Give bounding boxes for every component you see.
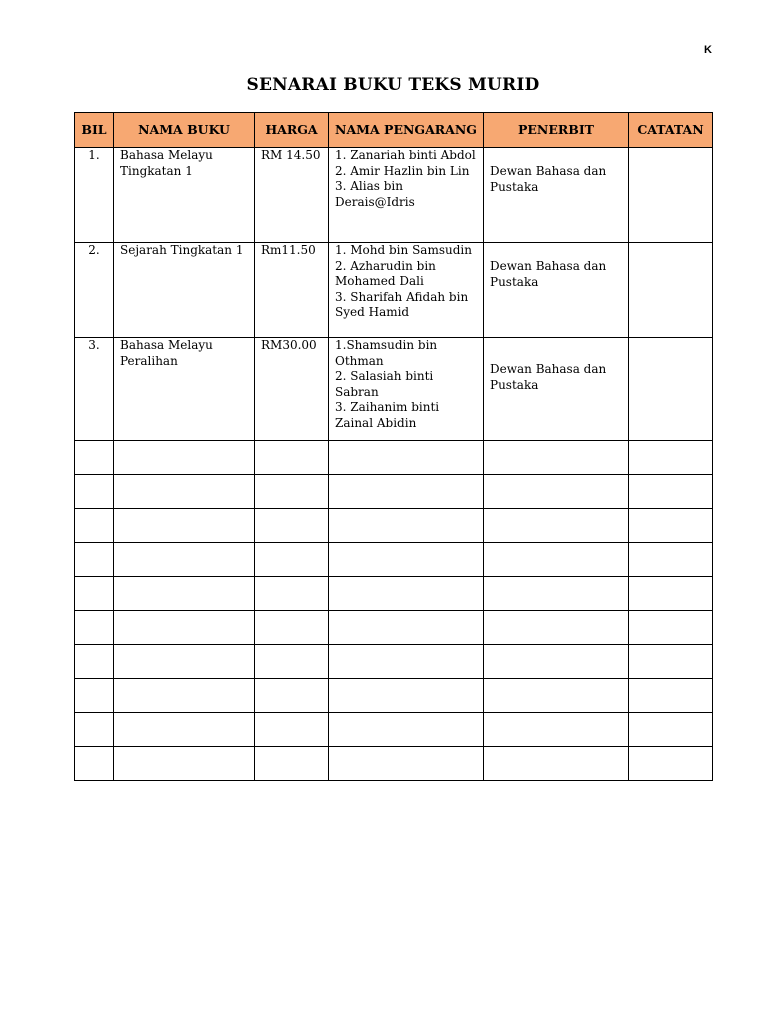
penerbit-cell: Dewan Bahasa dan Pustaka [484, 148, 629, 243]
catatan-cell [629, 338, 713, 441]
header-nama-buku: NAMA BUKU [114, 113, 255, 148]
empty-pengarang-cell [329, 645, 484, 679]
textbook-table [74, 112, 713, 781]
empty-table-row [75, 611, 713, 645]
author-line: 3. Zaihanim binti Zainal Abidin [335, 400, 440, 430]
empty-harga-cell [255, 441, 329, 475]
empty-nama-buku-cell [114, 543, 255, 577]
empty-nama-buku-cell [114, 611, 255, 645]
empty-penerbit-cell [484, 577, 629, 611]
empty-penerbit-cell [484, 441, 629, 475]
empty-bil-cell [75, 747, 114, 781]
author-line: 3. Alias bin Derais@Idris [335, 179, 415, 209]
catatan-cell [629, 148, 713, 243]
document-title: SENARAI BUKU TEKS MURID [246, 75, 540, 95]
empty-nama-buku-cell [114, 475, 255, 509]
empty-catatan-cell [629, 713, 713, 747]
empty-table-row [75, 679, 713, 713]
empty-pengarang-cell [329, 747, 484, 781]
penerbit-cell: Dewan Bahasa dan Pustaka [484, 243, 629, 338]
empty-bil-cell [75, 509, 114, 543]
empty-catatan-cell [629, 577, 713, 611]
empty-pengarang-cell [329, 679, 484, 713]
empty-catatan-cell [629, 475, 713, 509]
empty-bil-cell [75, 611, 114, 645]
empty-penerbit-cell [484, 679, 629, 713]
empty-table-row [75, 441, 713, 475]
empty-table-row [75, 747, 713, 781]
empty-penerbit-cell [484, 543, 629, 577]
empty-penerbit-cell [484, 509, 629, 543]
empty-bil-cell [75, 441, 114, 475]
empty-rows-group [75, 441, 713, 781]
empty-harga-cell [255, 577, 329, 611]
empty-catatan-cell [629, 645, 713, 679]
empty-nama-buku-cell [114, 441, 255, 475]
bil-cell: 2. [75, 243, 114, 338]
bil-cell: 3. [75, 338, 114, 441]
empty-pengarang-cell [329, 713, 484, 747]
empty-penerbit-cell [484, 475, 629, 509]
empty-penerbit-cell [484, 713, 629, 747]
empty-table-row [75, 577, 713, 611]
empty-bil-cell [75, 543, 114, 577]
harga-cell: RM 14.50 [255, 148, 329, 243]
header-catatan: CATATAN [629, 113, 713, 148]
empty-bil-cell [75, 577, 114, 611]
table-row [75, 148, 713, 243]
table-row [75, 243, 713, 338]
empty-pengarang-cell [329, 509, 484, 543]
harga-cell: Rm11.50 [255, 243, 329, 338]
empty-penerbit-cell [484, 747, 629, 781]
empty-bil-cell [75, 713, 114, 747]
empty-harga-cell [255, 747, 329, 781]
empty-harga-cell [255, 509, 329, 543]
empty-catatan-cell [629, 441, 713, 475]
empty-pengarang-cell [329, 441, 484, 475]
empty-table-row [75, 713, 713, 747]
corner-mark: K [704, 44, 712, 56]
pengarang-cell [329, 148, 484, 243]
author-line: 2. Azharudin bin Mohamed Dali [335, 258, 436, 288]
empty-nama-buku-cell [114, 645, 255, 679]
empty-bil-cell [75, 645, 114, 679]
empty-nama-buku-cell [114, 679, 255, 713]
penerbit-cell: Dewan Bahasa dan Pustaka [484, 338, 629, 441]
empty-penerbit-cell [484, 611, 629, 645]
empty-catatan-cell [629, 747, 713, 781]
header-penerbit: PENERBIT [484, 113, 629, 148]
nama-buku-cell: Bahasa Melayu Peralihan [114, 338, 255, 441]
table-header-row [75, 113, 713, 148]
empty-harga-cell [255, 645, 329, 679]
empty-table-row [75, 475, 713, 509]
empty-catatan-cell [629, 543, 713, 577]
empty-pengarang-cell [329, 475, 484, 509]
empty-bil-cell [75, 475, 114, 509]
empty-catatan-cell [629, 611, 713, 645]
empty-pengarang-cell [329, 611, 484, 645]
empty-harga-cell [255, 679, 329, 713]
empty-harga-cell [255, 543, 329, 577]
bil-cell: 1. [75, 148, 114, 243]
empty-catatan-cell [629, 679, 713, 713]
harga-cell: RM30.00 [255, 338, 329, 441]
nama-buku-cell: Sejarah Tingkatan 1 [114, 243, 255, 338]
empty-pengarang-cell [329, 577, 484, 611]
author-line: 2. Amir Hazlin bin Lin [335, 163, 470, 178]
empty-harga-cell [255, 713, 329, 747]
empty-bil-cell [75, 679, 114, 713]
pengarang-cell [329, 338, 484, 441]
empty-penerbit-cell [484, 645, 629, 679]
empty-table-row [75, 509, 713, 543]
empty-nama-buku-cell [114, 509, 255, 543]
table-row [75, 338, 713, 441]
author-line: 1. Mohd bin Samsudin [335, 243, 472, 257]
author-line: 2. Salasiah binti Sabran [335, 369, 434, 399]
empty-harga-cell [255, 475, 329, 509]
empty-nama-buku-cell [114, 577, 255, 611]
author-line: 3. Sharifah Afidah bin Syed Hamid [335, 289, 469, 319]
empty-nama-buku-cell [114, 747, 255, 781]
header-bil: BIL [75, 113, 114, 148]
catatan-cell [629, 243, 713, 338]
header-harga: HARGA [255, 113, 329, 148]
pengarang-cell [329, 243, 484, 338]
nama-buku-cell: Bahasa Melayu Tingkatan 1 [114, 148, 255, 243]
author-line: 1.Shamsudin bin Othman [335, 338, 438, 368]
empty-harga-cell [255, 611, 329, 645]
empty-nama-buku-cell [114, 713, 255, 747]
empty-table-row [75, 543, 713, 577]
header-nama-pengarang: NAMA PENGARANG [329, 113, 484, 148]
empty-pengarang-cell [329, 543, 484, 577]
empty-catatan-cell [629, 509, 713, 543]
author-line: 1. Zanariah binti Abdol [335, 148, 476, 162]
empty-table-row [75, 645, 713, 679]
